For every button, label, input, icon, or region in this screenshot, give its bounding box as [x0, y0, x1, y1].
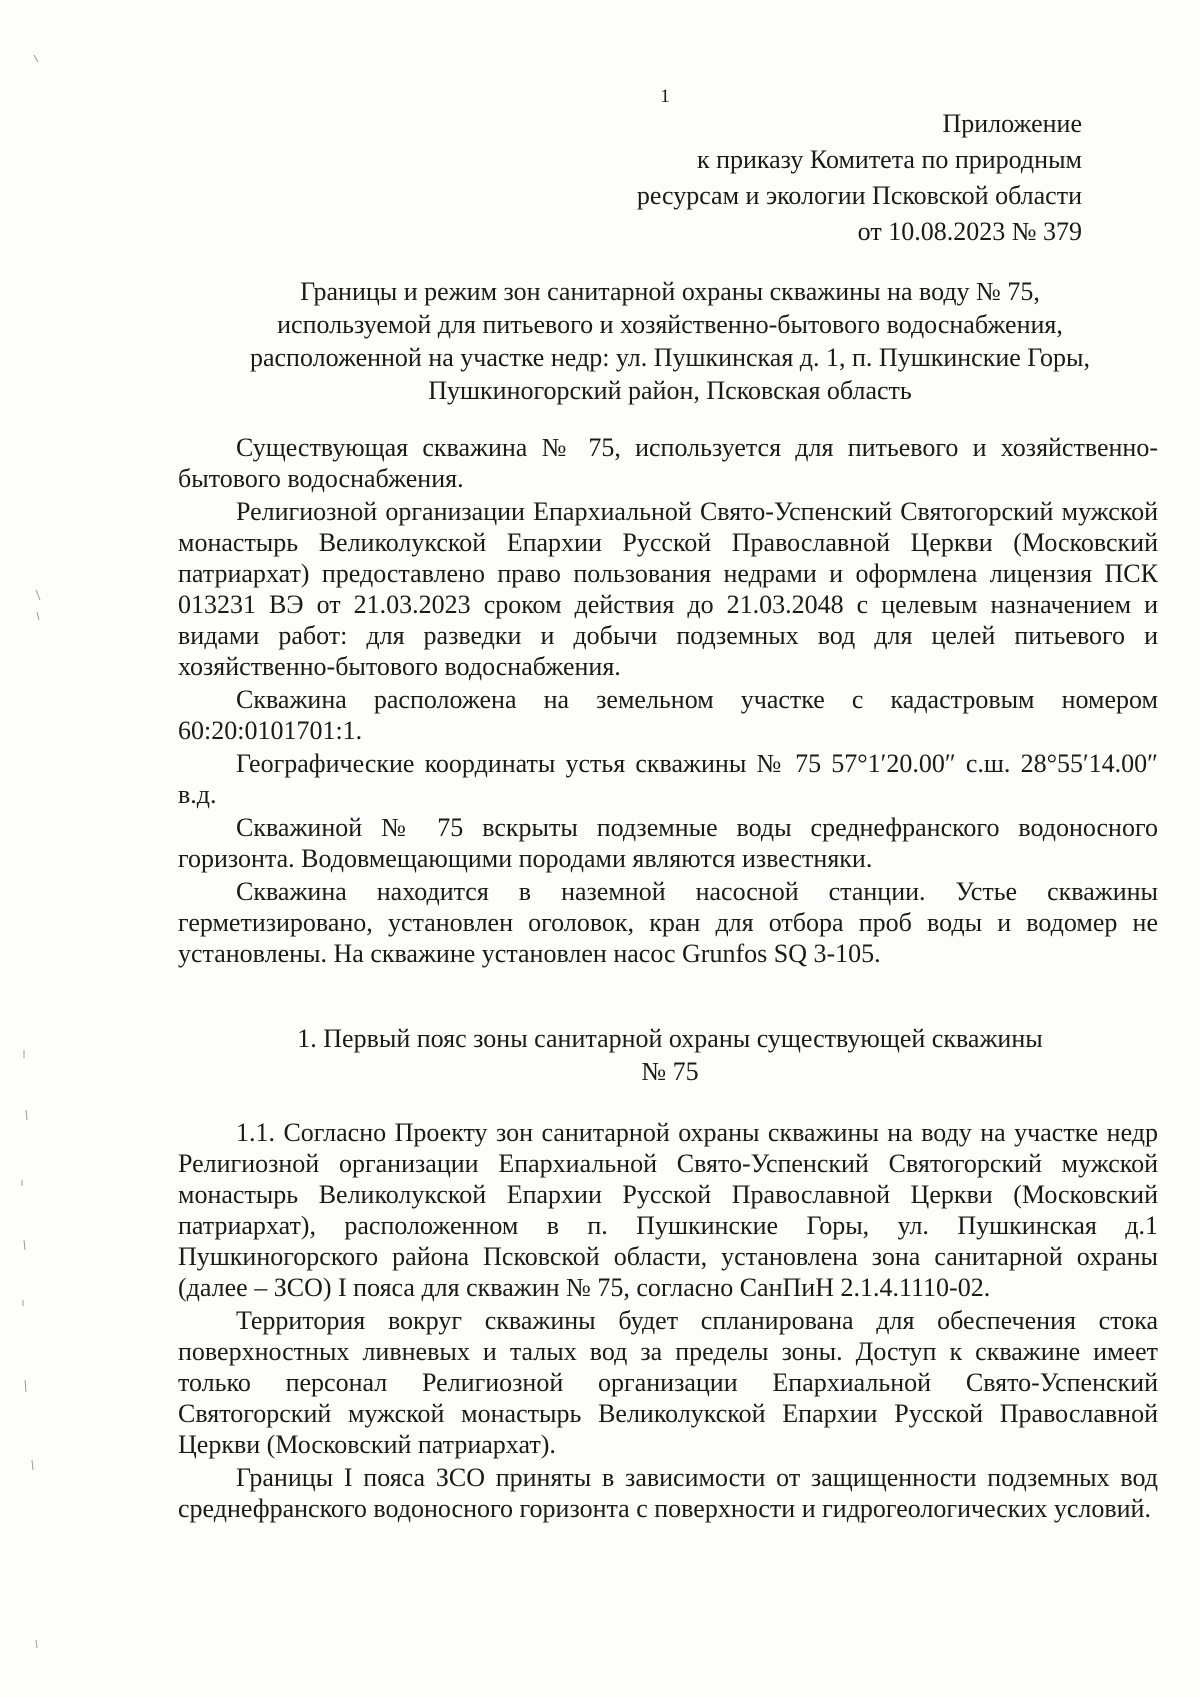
section-heading-line: 1. Первый пояс зоны санитарной охраны существующей скважины: [297, 1024, 1043, 1053]
approval-line: к приказу Комитета по природным: [696, 145, 1082, 174]
paragraph: Религиозной организации Епархиальной Свято-Успенский Святогорский мужской монастырь Великолукской Епархии Русской Православной Церкви (Московский патриархат) предоставлено право пользования недрами и оформлена лицензия ПСК 013231 ВЭ от 21.03.2023 сроком действия до 21.03.2048 с целевым назначением и видами работ: для разведки и добычи подземных вод для целей питьевого и хозяйственно-бытового водоснабжения.: [178, 497, 1158, 681]
scan-margin-marks: [0, 0, 60, 1697]
paragraph: Границы I пояса ЗСО приняты в зависимости от защищенности подземных вод среднефранского водоносного горизонта с поверхности и гидрогеологических условий.: [178, 1463, 1158, 1523]
section-1-body: [178, 1117, 1158, 1526]
title-line: используемой для питьевого и хозяйственно-бытового водоснабжения,: [277, 310, 1063, 339]
title-line: Границы и режим зон санитарной охраны скважины на воду № 75,: [300, 277, 1040, 306]
paragraph: 1.1. Согласно Проекту зон санитарной охраны скважины на воду на участке недр Религиозной организации Епархиальной Свято-Успенский Святогорский мужской монастырь Великолукской Епархии Русской Православной Церкви (Московский патриархат), расположенном в п. Пушкинские Горы, ул. Пушкинская д.1 Пушкиногорского района Псковской области, установлена зона санитарной охраны (далее – ЗСО) I пояса для скважин № 75, согласно СанПиН 2.1.4.1110-02.: [178, 1118, 1158, 1302]
document-title: [180, 275, 1160, 407]
paragraph: Скважиной № 75 вскрыты подземные воды среднефранского водоносного горизонта. Водовмещающими породами являются известняки.: [178, 813, 1158, 873]
paragraph: Территория вокруг скважины будет спланирована для обеспечения стока поверхностных ливневых и талых вод за пределы зоны. Доступ к скважине имеет только персонал Религиозной организации Епархиальной Свято-Успенский Святогорский мужской монастырь Великолукской Епархии Русской Православной Церкви (Московский патриархат).: [178, 1306, 1158, 1459]
page-number: 1: [660, 86, 670, 107]
approval-line: ресурсам и экологии Псковской области: [636, 181, 1082, 210]
title-line: расположенной на участке недр: ул. Пушкинская д. 1, п. Пушкинские Горы,: [249, 343, 1091, 372]
approval-line: от 10.08.2023 № 379: [857, 217, 1082, 246]
paragraph: Скважина расположена на земельном участке с кадастровым номером 60:20:0101701:1.: [178, 685, 1158, 745]
paragraph: Скважина находится в наземной насосной станции. Устье скважины герметизировано, установлен оголовок, кран для отбора проб воды и водомер не установлены. На скважине установлен насос Grunfos SQ 3-105.: [178, 877, 1158, 968]
section-heading: [180, 1022, 1160, 1088]
paragraph: Географические координаты устья скважины № 75 57°1′20.00″ с.ш. 28°55′14.00″ в.д.: [178, 749, 1158, 809]
approval-block: [637, 106, 1082, 250]
title-line: Пушкиногорский район, Псковская область: [428, 376, 912, 405]
section-heading-line: № 75: [641, 1057, 699, 1086]
intro-section: [178, 432, 1158, 971]
approval-line: Приложение: [942, 109, 1082, 138]
paragraph: Существующая скважина № 75, используется для питьевого и хозяйственно-бытового водоснабжения.: [178, 433, 1158, 493]
